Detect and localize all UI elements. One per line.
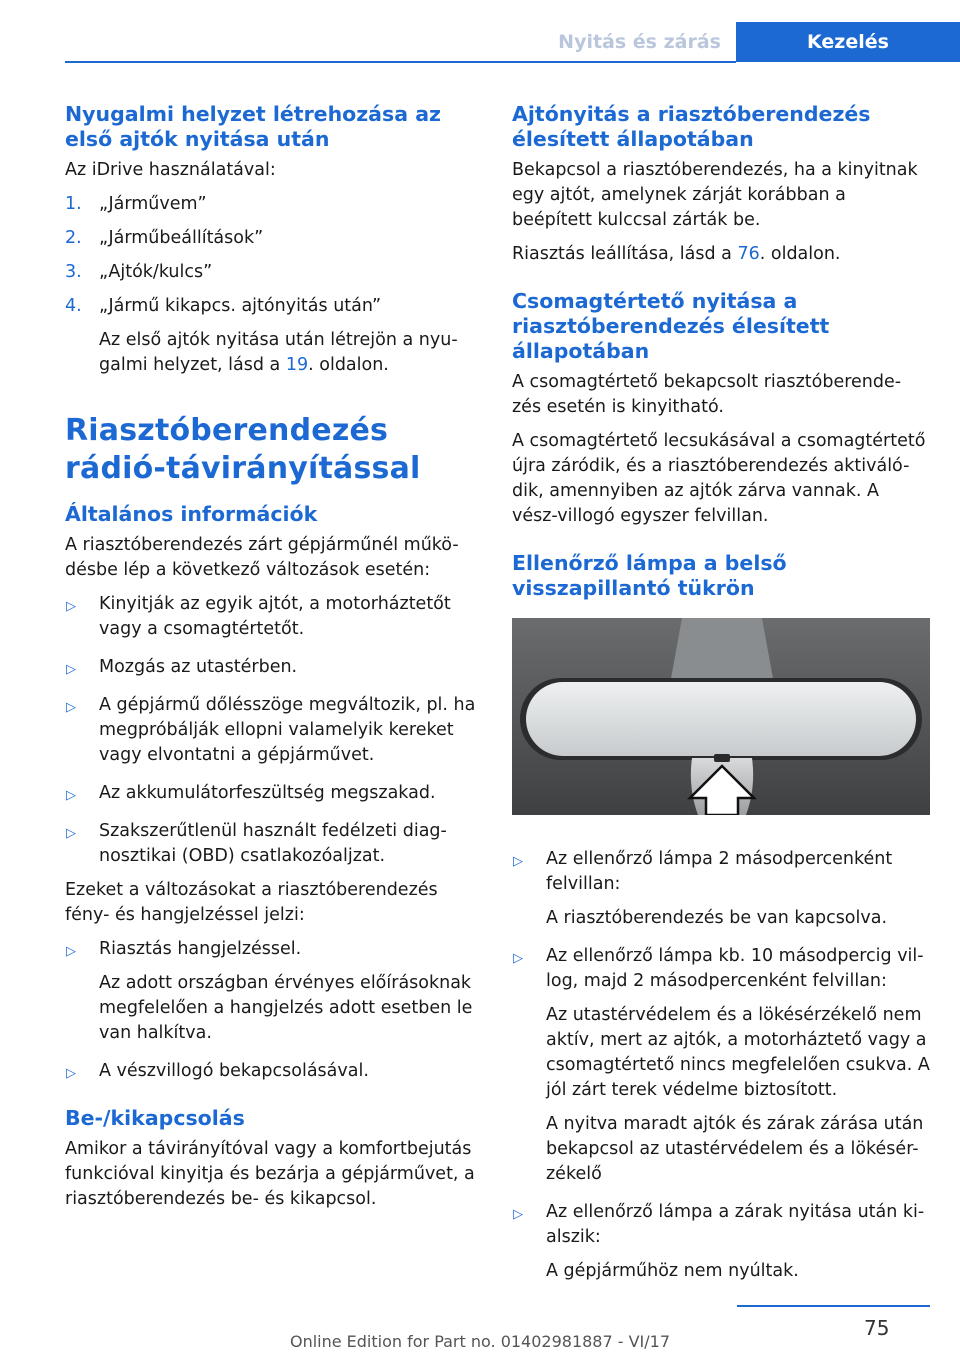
- step-number: 2.: [65, 228, 82, 248]
- step-text: „Jármű kikapcs. ajtónyitás után”: [99, 296, 382, 316]
- bullet-text: A gépjármű dőlésszöge megváltozik, pl. ha megpróbálják ellopni valamelyik kereket vagy elvontatni a gépjárművet.: [99, 695, 476, 765]
- heading-resting-state: Nyugalmi helyzet létrehozása az első ajtók nyitása után: [65, 102, 441, 151]
- page-number: 75: [864, 1316, 890, 1340]
- general-info-text: A riasztóberendezés zárt gépjárműnél műkö-désbe lép a következő változások esetén:: [65, 535, 459, 580]
- chapter-heading: Riasztóberendezés rádió-távirányítással: [65, 413, 421, 486]
- alarm-stop-suffix: . oldalon.: [759, 244, 841, 264]
- idrive-steps: [65, 192, 477, 378]
- trigger-list: [65, 592, 477, 869]
- bullet-triangle-icon: ▷: [66, 944, 76, 959]
- section-title: Nyitás és zárás: [558, 31, 721, 53]
- list-item: [65, 1059, 477, 1084]
- step-note-text: Az első ajtók nyitása után létrejön a nyu-galmi helyzet, lásd a: [99, 330, 458, 375]
- bullet-note: A nyitva maradt ajtók és zárak zárása után bekapcsol az utastérvédelem és a lökésér-zékelő: [546, 1114, 924, 1184]
- bullet-triangle-icon: ▷: [66, 700, 76, 715]
- list-item: [65, 192, 477, 217]
- bullet-note: A riasztóberendezés be van kapcsolva.: [546, 908, 888, 928]
- bullet-text: Az ellenőrző lámpa a zárak nyitása után ki-alszik:: [546, 1202, 925, 1247]
- list-item: [512, 944, 930, 1187]
- list-item: [65, 226, 477, 251]
- bullet-text: Riasztás hangjelzéssel.: [99, 939, 302, 959]
- alarm-stop-text: [512, 242, 930, 267]
- list-item: [512, 847, 930, 931]
- rearview-mirror-image: [512, 618, 930, 815]
- page-header: [0, 0, 960, 62]
- bullet-text: Az ellenőrző lámpa kb. 10 másodpercig vil-log, majd 2 másodpercenként felvillan:: [546, 946, 924, 991]
- signal-list: [65, 937, 477, 1084]
- step-text: „Járműbeállítások”: [99, 228, 264, 248]
- list-item: [65, 781, 477, 806]
- heading-door-opening: Ajtónyitás a riasztóberendezés élesített állapotában: [512, 102, 871, 151]
- footer-edition: Online Edition for Part no. 01402981887 - VI/17: [289, 1332, 671, 1351]
- step-number: 3.: [65, 262, 82, 282]
- heading-tailgate: Csomagtértető nyitása a riasztóberendezés élesített állapotában: [512, 289, 830, 363]
- list-item: [65, 937, 477, 1046]
- step-number: 1.: [65, 194, 82, 214]
- list-item: [65, 260, 477, 285]
- bullet-text: Szakszerűtlenül használt fedélzeti diag-nosztikai (OBD) csatlakozóaljzat.: [99, 821, 447, 866]
- on-off-text: Amikor a távirányítóval vagy a komfortbejutás funkcióval kinyitja és bezárja a gépjárművet, a riasztóberendezés be- és kikapcsol.: [65, 1139, 475, 1209]
- bullet-note: Az adott országban érvényes előírásoknak megfelelően a hangjelzés adott esetben le van halkítva.: [99, 973, 473, 1043]
- alarm-stop-prefix: Riasztás leállítása, lásd a: [512, 244, 738, 264]
- bullet-triangle-icon: ▷: [66, 788, 76, 803]
- list-item: [65, 819, 477, 869]
- bullet-text: Mozgás az utastérben.: [99, 657, 298, 677]
- bullet-triangle-icon: ▷: [513, 1207, 523, 1222]
- bullet-note: Az utastérvédelem és a lökésérzékelő nem aktív, mert az ajtók, a motorháztető vagy a csomagtértető nincs megfelelően csukva. A jól zárt terek védelme biztosított.: [546, 1005, 930, 1100]
- step-number: 4.: [65, 296, 82, 316]
- footer-rule: [737, 1305, 930, 1307]
- list-item: [65, 693, 477, 768]
- idrive-intro: Az iDrive használatával:: [65, 160, 276, 180]
- tailgate-text-1: A csomagtértető bekapcsolt riasztóberende-zés esetén is kinyitható.: [512, 372, 902, 417]
- header-rule: [65, 61, 736, 63]
- page-link[interactable]: 19: [285, 355, 309, 375]
- heading-indicator-lamp: Ellenőrző lámpa a belső visszapillantó tükrön: [512, 551, 787, 600]
- tailgate-text-2: A csomagtértető lecsukásával a csomagtértető újra záródik, és a riasztóberendezés aktiváló-dik, amennyiben az ajtók zárva vannak. A vész-villogó egyszer felvillan.: [512, 431, 926, 526]
- bullet-text: Az ellenőrző lámpa 2 másodpercenként felvillan:: [546, 849, 893, 894]
- step-text: „Járművem”: [99, 194, 207, 214]
- bullet-triangle-icon: ▷: [513, 951, 523, 966]
- step-note: [99, 328, 477, 378]
- list-item: [65, 655, 477, 680]
- bullet-triangle-icon: ▷: [66, 826, 76, 841]
- bullet-triangle-icon: ▷: [66, 662, 76, 677]
- step-text: „Ajtók/kulcs”: [99, 262, 213, 282]
- right-column: [512, 102, 930, 1297]
- step-note-suffix: . oldalon.: [308, 355, 389, 375]
- heading-on-off: Be-/kikapcsolás: [65, 1106, 245, 1130]
- chapter-tab: Kezelés: [736, 22, 960, 62]
- list-item: [65, 294, 477, 378]
- heading-general-info: Általános információk: [65, 502, 318, 526]
- bullet-triangle-icon: ▷: [513, 854, 523, 869]
- page-link[interactable]: 76: [737, 244, 760, 264]
- bullet-triangle-icon: ▷: [66, 1066, 76, 1081]
- bullet-note: A gépjárműhöz nem nyúltak.: [546, 1261, 799, 1281]
- signal-intro: Ezeket a változásokat a riasztóberendezés fény- és hangjelzéssel jelzi:: [65, 880, 438, 925]
- left-column: [65, 102, 477, 1221]
- bullet-text: Az akkumulátorfeszültség megszakad.: [99, 783, 436, 803]
- list-item: [65, 592, 477, 642]
- indicator-list: [512, 847, 930, 1284]
- list-item: [512, 1200, 930, 1284]
- bullet-text: Kinyitják az egyik ajtót, a motorháztetőt vagy a csomagtértetőt.: [99, 594, 451, 639]
- bullet-triangle-icon: ▷: [66, 599, 76, 614]
- bullet-text: A vészvillogó bekapcsolásával.: [99, 1061, 369, 1081]
- door-opening-text: Bekapcsol a riasztóberendezés, ha a kinyitnak egy ajtót, amelynek zárját korábban a beépített kulccsal zárták be.: [512, 160, 918, 230]
